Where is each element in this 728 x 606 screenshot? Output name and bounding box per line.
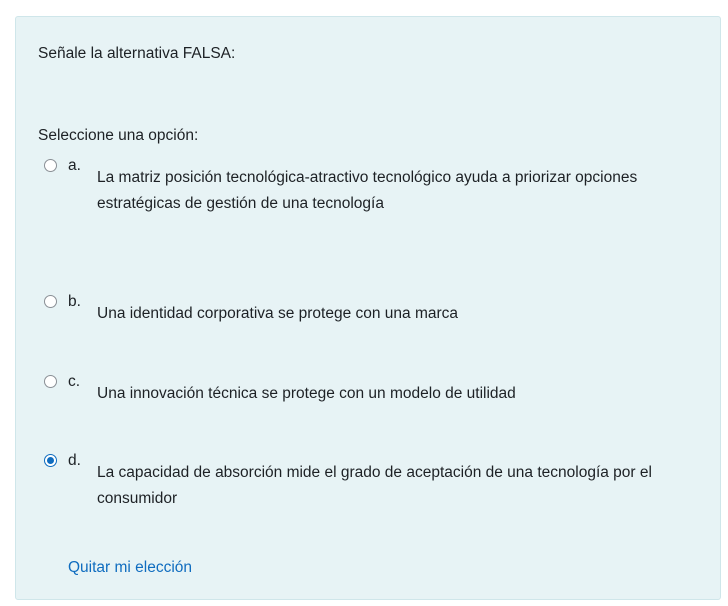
radio-option-d[interactable] [44,454,57,467]
question-card [15,16,721,600]
radio-option-c[interactable] [44,375,57,388]
option-c-letter: c. [68,373,81,390]
option-d-letter: d. [68,452,81,469]
option-b-letter: b. [68,293,81,310]
option-b[interactable] [42,293,702,333]
option-b-text[interactable]: Una identidad corporativa se protege con una marca [97,305,459,322]
option-a-letter: a. [68,157,81,174]
option-d-text[interactable]: La capacidad de absorción mide el grado de aceptación de una tecnología por el consumidor [97,464,652,507]
option-c-text[interactable]: Una innovación técnica se protege con un modelo de utilidad [97,385,516,402]
option-a[interactable] [42,157,702,227]
option-c[interactable] [42,373,702,413]
answer-prompt: Seleccione una opción: [38,127,199,144]
option-a-text[interactable]: La matriz posición tecnológica-atractivo tecnológico ayuda a priorizar opciones estratégicas de gestión de una tecnología [97,169,638,212]
question-text: Señale la alternativa FALSA: [38,45,236,62]
radio-option-b[interactable] [44,295,57,308]
option-d[interactable] [42,452,702,522]
radio-option-a[interactable] [44,159,57,172]
clear-choice-link[interactable]: Quitar mi elección [68,559,193,576]
